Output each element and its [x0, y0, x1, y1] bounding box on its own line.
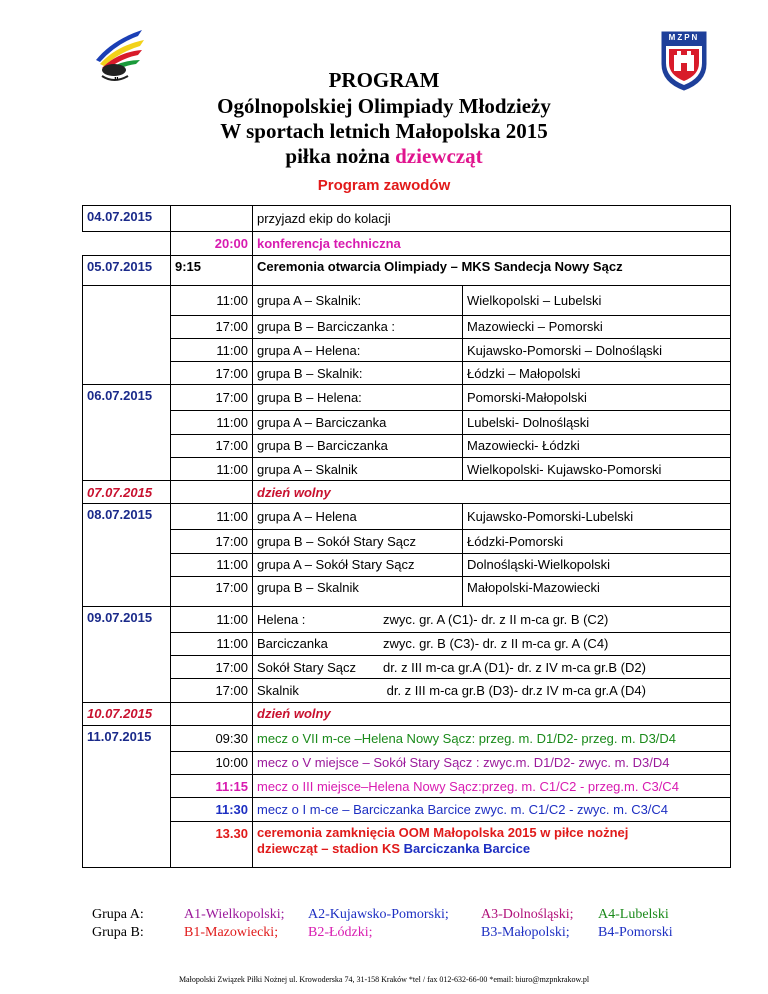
- match-cell: Wielkopolski- Kujawsko-Pomorski: [463, 457, 731, 480]
- time-cell: 17:00: [171, 576, 253, 606]
- table-row: [83, 285, 731, 315]
- table-row: [83, 725, 731, 751]
- time-cell: 11:00: [171, 553, 253, 576]
- final-match-cell: mecz o VII m-ce –Helena Nowy Sącz: przeg. m. D1/D2- przeg. m. D3/D4: [253, 725, 731, 751]
- table-row: [83, 385, 731, 411]
- group-cell: grupa A – Sokół Stary Sącz: [253, 553, 463, 576]
- group-cell: grupa B – Barciczanka: [253, 434, 463, 457]
- match-cell: Kujawsko-Pomorski – Dolnośląski: [463, 338, 731, 361]
- event-cell: konferencja techniczna: [253, 232, 731, 255]
- table-row: [83, 457, 731, 480]
- final-match-cell: mecz o I m-ce – Barciczanka Barcice zwyc. m. C1/C2 - zwyc. m. C3/C4: [253, 798, 731, 821]
- title-line-4: [0, 144, 768, 168]
- date-cell: 04.07.2015: [83, 206, 171, 232]
- title-highlight: dziewcząt: [395, 144, 483, 168]
- time-cell: 17:00: [171, 679, 253, 702]
- event-cell: przyjazd ekip do kolacji: [253, 206, 731, 232]
- time-cell: 11:00: [171, 285, 253, 315]
- group-a1: A1-Wielkopolski;: [184, 907, 285, 922]
- table-row: [83, 798, 731, 821]
- time-cell: 13.30: [171, 821, 253, 867]
- match-cell: Kujawsko-Pomorski-Lubelski: [463, 504, 731, 530]
- final-match-cell: mecz o III miejsce–Helena Nowy Sącz:przeg. m. C1/C2 - przeg.m. C3/C4: [253, 774, 731, 797]
- table-row: [83, 774, 731, 797]
- match-cell: Mazowiecki- Łódzki: [463, 434, 731, 457]
- time-cell: 11:00: [171, 338, 253, 361]
- match-cell: Łódzki-Pomorski: [463, 530, 731, 553]
- group-cell: grupa A – Skalnik:: [253, 285, 463, 315]
- time-cell: 17:00: [171, 655, 253, 678]
- title-prefix: piłka nożna: [285, 144, 390, 168]
- time-cell: 09:30: [171, 725, 253, 751]
- venue-label: Sokół Stary Sącz: [257, 659, 356, 675]
- table-row: [83, 338, 731, 361]
- table-row: [83, 481, 731, 504]
- date-cell: 05.07.2015: [83, 255, 171, 285]
- table-row: [83, 206, 731, 232]
- time-cell: 11:00: [171, 632, 253, 655]
- group-a4: A4-Lubelski: [598, 907, 669, 922]
- final-match-cell: mecz o V miejsce – Sokół Stary Sącz : zwyc.m. D1/D2- zwyc. m. D3/D4: [253, 751, 731, 774]
- group-a3: A3-Dolnośląski;: [481, 907, 574, 922]
- venue-label: Skalnik: [257, 682, 299, 698]
- group-cell: grupa B – Sokół Stary Sącz: [253, 530, 463, 553]
- time-cell: 9:15: [171, 255, 253, 285]
- table-row: [83, 434, 731, 457]
- date-cell: 06.07.2015: [83, 385, 171, 411]
- venue-label: Helena :: [257, 611, 306, 627]
- table-row: [83, 411, 731, 434]
- group-b3: B3-Małopolski;: [481, 925, 570, 940]
- group-cell: grupa B – Skalnik:: [253, 362, 463, 385]
- footer-address: Małopolski Związek Piłki Nożnej ul. Krowoderska 74, 31-158 Kraków *tel / fax 012-632-66-00 *email: biuro@mzpnkrakow.pl: [178, 975, 590, 984]
- group-cell: grupa B – Barciczanka :: [253, 315, 463, 338]
- match-label: dr. z III m-ca gr.B (D3)- dr.z IV m-ca gr.A (D4): [383, 682, 646, 698]
- table-row: [83, 315, 731, 338]
- match-label: zwyc. gr. B (C3)- dr. z II m-ca gr. A (C4): [383, 636, 609, 652]
- table-row: [83, 232, 731, 255]
- group-b1: B1-Mazowiecki;: [184, 925, 279, 940]
- time-cell: 17:00: [171, 530, 253, 553]
- ceremony-cell: [253, 821, 731, 867]
- table-row: [83, 702, 731, 725]
- match-cell: Lubelski- Dolnośląski: [463, 411, 731, 434]
- venue-label: Barciczanka: [257, 636, 328, 652]
- match-label: zwyc. gr. A (C1)- dr. z II m-ca gr. B (C2): [383, 611, 609, 627]
- knockout-cell: [253, 632, 731, 655]
- title-line-1: PROGRAM: [328, 68, 440, 92]
- logo-mark: ": [114, 76, 119, 87]
- date-cell: 10.07.2015: [83, 702, 171, 725]
- group-cell: grupa A – Barciczanka: [253, 411, 463, 434]
- date-cell: 09.07.2015: [83, 606, 171, 632]
- event-cell: dzień wolny: [253, 702, 731, 725]
- time-cell: 17:00: [171, 362, 253, 385]
- table-row: [83, 530, 731, 553]
- event-cell: Ceremonia otwarcia Olimpiady – MKS Sandecja Nowy Sącz: [253, 255, 731, 285]
- group-cell: grupa A – Skalnik: [253, 457, 463, 480]
- group-cell: grupa A – Helena: [253, 504, 463, 530]
- ceremony-line-1: ceremonia zamknięcia OOM Małopolska 2015 w piłce nożnej: [257, 824, 629, 840]
- time-cell: 11:00: [171, 411, 253, 434]
- group-b2: B2-Łódzki;: [308, 925, 373, 940]
- knockout-cell: [253, 606, 731, 632]
- table-row: [83, 504, 731, 530]
- event-cell: dzień wolny: [253, 481, 731, 504]
- ceremony-line-2: [257, 841, 726, 857]
- title-line-3: W sportach letnich Małopolska 2015: [220, 119, 548, 143]
- match-cell: Łódzki – Małopolski: [463, 362, 731, 385]
- match-cell: Pomorski-Małopolski: [463, 385, 731, 411]
- table-row: [83, 679, 731, 702]
- date-cell: 11.07.2015: [83, 725, 171, 751]
- time-cell: 11:15: [171, 774, 253, 797]
- group-b4: B4-Pomorski: [598, 925, 673, 940]
- section-subtitle: Program zawodów: [317, 177, 451, 194]
- table-row: [83, 576, 731, 606]
- mzpn-logo-text: MZPN: [668, 33, 700, 42]
- table-row: [83, 362, 731, 385]
- time-cell: 20:00: [171, 232, 253, 255]
- group-a2: A2-Kujawsko-Pomorski;: [308, 907, 449, 922]
- time-cell: 17:00: [171, 434, 253, 457]
- table-row: [83, 553, 731, 576]
- knockout-cell: [253, 655, 731, 678]
- match-cell: Wielkopolski – Lubelski: [463, 285, 731, 315]
- match-cell: Dolnośląski-Wielkopolski: [463, 553, 731, 576]
- title-line-2: Ogólnopolskiej Olimpiady Młodzieży: [217, 94, 551, 118]
- table-row: [83, 606, 731, 632]
- table-row: [83, 655, 731, 678]
- match-cell: Mazowiecki – Pomorski: [463, 315, 731, 338]
- time-cell: 11:00: [171, 457, 253, 480]
- date-cell: 07.07.2015: [83, 481, 171, 504]
- table-row: [83, 751, 731, 774]
- time-cell: 11:00: [171, 606, 253, 632]
- table-row: [83, 255, 731, 285]
- ceremony-line-2b: Barciczanka Barcice: [400, 840, 531, 856]
- table-row: [83, 821, 731, 867]
- knockout-cell: [253, 679, 731, 702]
- group-cell: grupa B – Skalnik: [253, 576, 463, 606]
- group-cell: grupa A – Helena:: [253, 338, 463, 361]
- match-label: dr. z III m-ca gr.A (D1)- dr. z IV m-ca gr.B (D2): [383, 659, 646, 675]
- match-cell: Małopolski-Mazowiecki: [463, 576, 731, 606]
- group-a-label: Grupa A:: [92, 907, 144, 922]
- group-cell: grupa B – Helena:: [253, 385, 463, 411]
- time-cell: 17:00: [171, 385, 253, 411]
- time-cell: 11:00: [171, 504, 253, 530]
- group-b-label: Grupa B:: [92, 925, 144, 940]
- table-row: [83, 632, 731, 655]
- ceremony-line-2a: dziewcząt – stadion KS: [257, 840, 401, 856]
- schedule-table: [82, 205, 731, 868]
- time-cell: 11:30: [171, 798, 253, 821]
- date-cell: 08.07.2015: [83, 504, 171, 530]
- time-cell: 17:00: [171, 315, 253, 338]
- time-cell: 10:00: [171, 751, 253, 774]
